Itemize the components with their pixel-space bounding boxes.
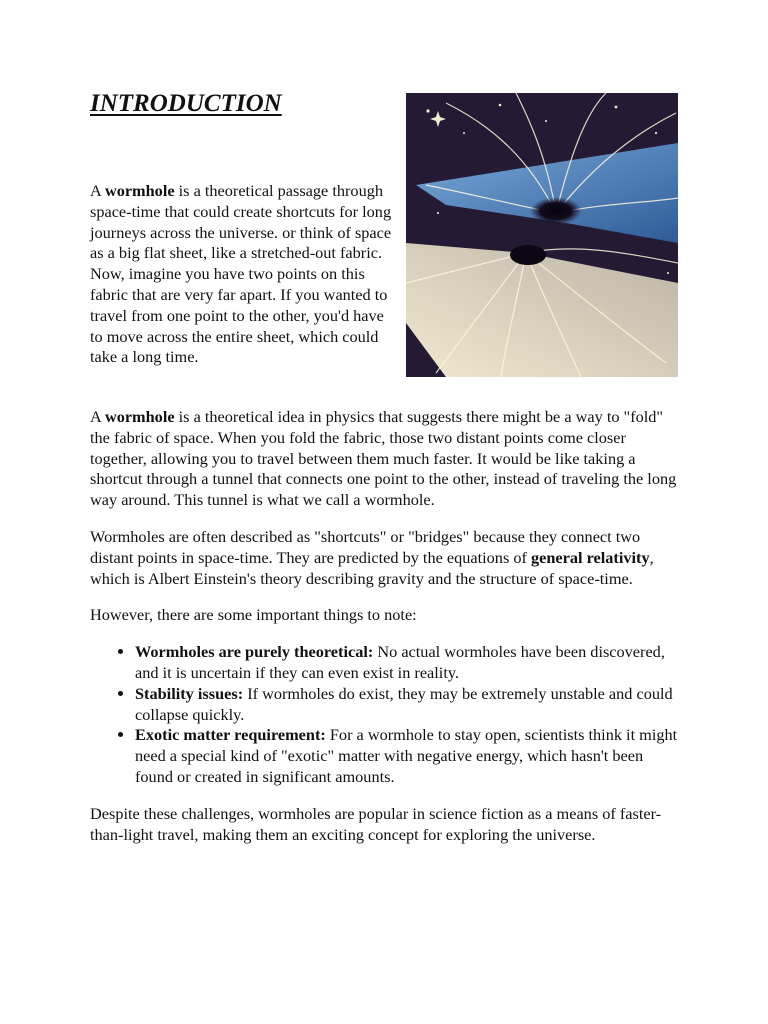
list-item: • Stability issues: If wormholes do exist, they may be extremely unstable and could collapse quickly. bbox=[135, 684, 680, 726]
general-relativity-term: general relativity bbox=[530, 547, 650, 567]
paragraph-conclusion: Despite these challenges, wormholes are popular in science fiction as a means of faster-than-light travel, making them an exciting concept for exploring the universe. bbox=[90, 803, 662, 844]
wormhole-illustration-image bbox=[406, 93, 678, 377]
wormhole-term: wormhole bbox=[104, 407, 175, 426]
paragraph-relativity: Wormholes are often described as "shortcuts" or "bridges" because they connect two distant points in space-time. They are predicted by the equations of general relativity, which is Albert Einstein's theory describing gravity and the structure of space-time. bbox=[90, 526, 654, 588]
notes-list bbox=[90, 642, 680, 788]
list-item: • Exotic matter requirement: For a wormhole to stay open, scientists think it might need a special kind of "exotic" matter with negative energy, which hasn't been found or created in significant amounts. bbox=[135, 725, 680, 787]
paragraph-fold: A wormhole is a theoretical idea in physics that suggests there might be a way to "fold" the fabric of space. When you fold the fabric, those two distant points come closer together, allowing you to travel between them much faster. It would be like taking a shortcut through a tunnel that connects one point to the other, instead of traveling the long way around. This tunnel is what we call a wormhole. bbox=[90, 407, 677, 510]
wormhole-term: wormhole bbox=[104, 181, 175, 200]
intro-paragraph: A wormhole is a theoretical passage through space-time that could create shortcuts for long journeys across the universe. or think of space as a big flat sheet, like a stretched-out fabric. Now, imagine you have two points on this fabric that are very far apart. If you wanted to travel from one point to the other, you'd have to move across the entire sheet, which could take a long time. bbox=[90, 181, 392, 367]
wormhole-illustration bbox=[406, 93, 678, 377]
list-item: • Wormholes are purely theoretical: No actual wormholes have been discovered, and it is uncertain if they can even exist in reality. bbox=[135, 642, 680, 684]
paragraph-notes-intro: However, there are some important things to note: bbox=[90, 605, 417, 625]
page-title: INTRODUCTION bbox=[90, 90, 282, 117]
body-text bbox=[90, 407, 680, 861]
